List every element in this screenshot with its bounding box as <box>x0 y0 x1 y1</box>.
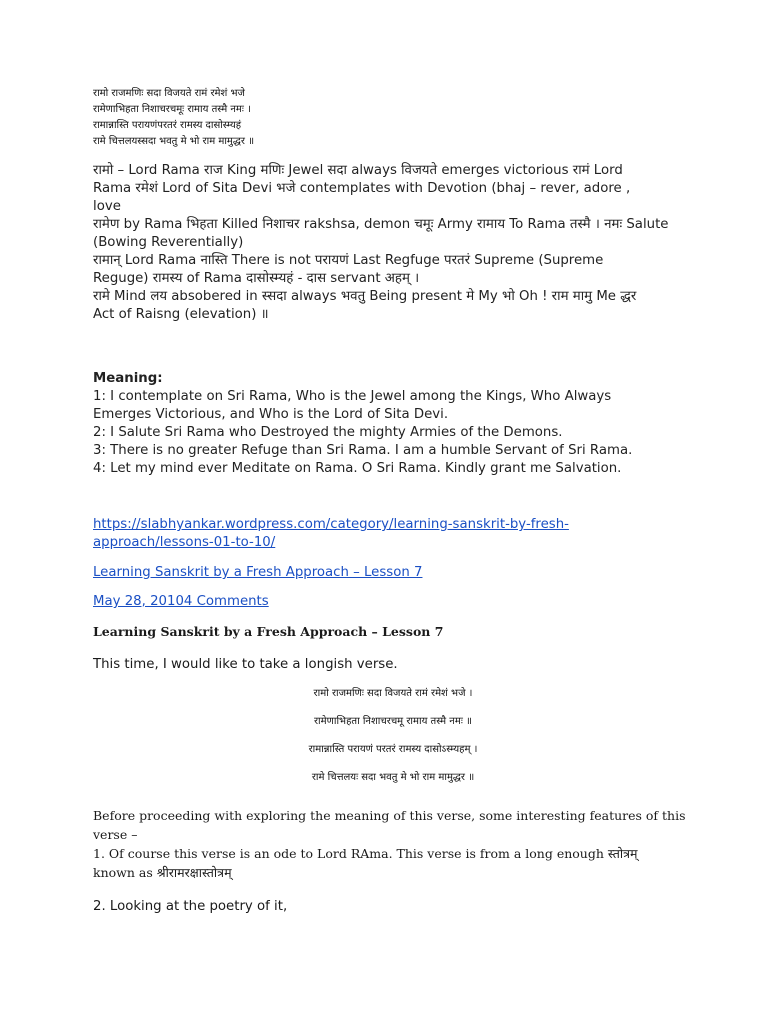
body-line: verse – <box>93 827 138 842</box>
gloss-line: रामेण by Rama भिहता Killed निशाचर rakshsa, demon चमूः Army रामाय To Rama तस्मै । नमः Salute <box>93 217 669 232</box>
verse-line: रामे चित्तलयः सदा भवतु मे भो राम मामुद्धर ॥ <box>311 772 475 783</box>
meaning-line: 4: Let my mind ever Meditate on Rama. O Sri Rama. Kindly grant me Salvation. <box>93 461 622 476</box>
post-intro: This time, I would like to take a longish verse. <box>93 657 398 672</box>
gloss-line: (Bowing Reverentially) <box>93 235 244 250</box>
verse-line: रामेणाभिहता निशाचरचमूः रामाय तस्मै नमः । <box>93 104 251 115</box>
word-gloss <box>93 162 693 324</box>
body-line: 1. Of course this verse is an ode to Lord RAma. This verse is from a long enough स्तोत्रम् <box>93 846 638 861</box>
verse-line: रामान्नास्ति परायणंपरतरं रामस्य दासोस्म्यहं <box>93 120 242 131</box>
gloss-line: love <box>93 199 121 214</box>
meaning-line: 2: I Salute Sri Rama who Destroyed the mighty Armies of the Demons. <box>93 425 563 440</box>
sanskrit-verse-centered <box>93 686 693 798</box>
gloss-line: Rama रमेशं Lord of Sita Devi भजे contemplates with Devotion (bhaj – rever, adore , <box>93 181 631 196</box>
verse-line: रामेणाभिहता निशाचरचमू रामाय तस्मै नमः ॥ <box>313 716 473 727</box>
meaning-section <box>93 370 693 478</box>
gloss-line: रामे Mind लय absobered in स्सदा always भवतु Being present मे My भो Oh ! राम मामु Me द्धर <box>93 289 637 304</box>
source-url-link[interactable] <box>93 516 693 552</box>
date-comments-link[interactable]: May 28, 20104 Comments <box>93 594 269 609</box>
sanskrit-verse-top <box>93 86 693 150</box>
url-line-1[interactable]: https://slabhyankar.wordpress.com/category/learning-sanskrit-by-fresh- <box>93 517 569 532</box>
meaning-line: 1: I contemplate on Sri Rama, Who is the Jewel among the Kings, Who Always <box>93 389 612 404</box>
post-body <box>93 806 693 882</box>
gloss-line: रामो – Lord Rama राज King मणिः Jewel सदा always विजयते emerges victorious रामं Lord <box>93 163 623 178</box>
gloss-line: Act of Raisng (elevation) ॥ <box>93 307 269 322</box>
lesson-title-link[interactable]: Learning Sanskrit by a Fresh Approach – Lesson 7 <box>93 565 423 580</box>
date-comments-row <box>93 593 693 611</box>
meaning-line: Emerges Victorious, and Who is the Lord of Sita Devi. <box>93 407 449 422</box>
gloss-line: रामान् Lord Rama नास्ति There is not परायणं Last Regfuge परतरं Supreme (Supreme <box>93 253 604 268</box>
verse-line: रामो राजमणिः सदा विजयते रामं रमेशं भजे <box>93 88 245 99</box>
url-line-2[interactable]: approach/lessons-01-to-10/ <box>93 535 276 550</box>
verse-line: रामान्नास्ति परायणं परतरं रामस्य दासोऽस्म्यहम् । <box>308 744 478 755</box>
verse-line: रामो राजमणिः सदा विजयते रामं रमेशं भजे । <box>313 688 473 699</box>
meaning-heading: Meaning: <box>93 371 163 386</box>
document-page <box>93 86 693 916</box>
point-2: 2. Looking at the poetry of it, <box>93 899 288 914</box>
meaning-line: 3: There is no greater Refuge than Sri Rama. I am a humble Servant of Sri Rama. <box>93 443 633 458</box>
gloss-line: Reguge) रामस्य of Rama दासोस्म्यहं - दास servant अहम् । <box>93 271 420 286</box>
body-line: Before proceeding with exploring the meaning of this verse, some interesting features of this <box>93 808 686 823</box>
body-line: known as श्रीरामरक्षास्तोत्रम् <box>93 865 232 880</box>
post-heading: Learning Sanskrit by a Fresh Approach – Lesson 7 <box>93 624 444 639</box>
verse-line: रामे चित्तलयस्सदा भवतु मे भो राम मामुद्धर ॥ <box>93 136 255 147</box>
lesson-title-link-row <box>93 564 693 582</box>
